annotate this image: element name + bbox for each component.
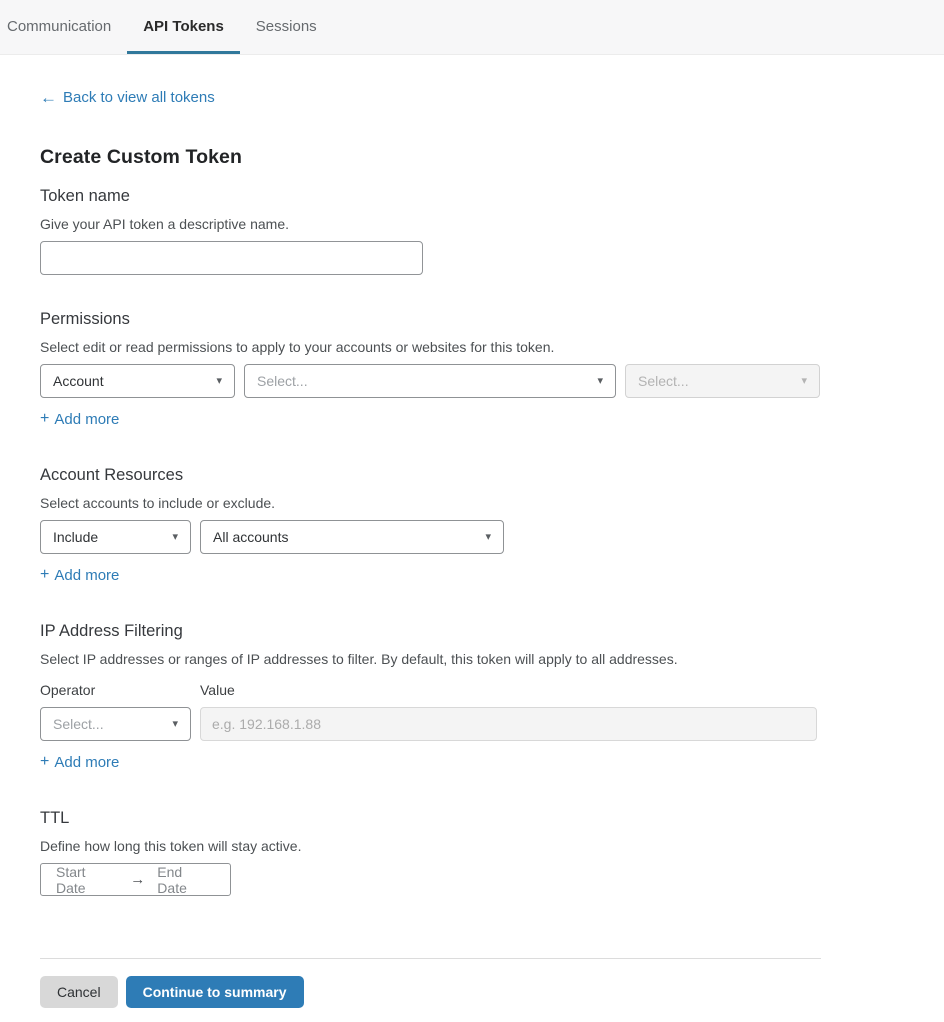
- permission-scope-select[interactable]: [40, 364, 235, 398]
- operator-label: Operator: [40, 682, 96, 698]
- back-link-label: Back to view all tokens: [63, 89, 215, 106]
- tab-sessions[interactable]: Sessions: [255, 18, 317, 35]
- token-name-description: Give your API token a descriptive name.: [40, 216, 290, 232]
- back-link[interactable]: [40, 89, 215, 106]
- access-level-select-placeholder: Select...: [638, 373, 689, 389]
- account-resources-description: Select accounts to include or exclude.: [40, 495, 276, 511]
- ip-filtering-add-more-link[interactable]: [40, 754, 119, 771]
- access-level-select: [625, 364, 820, 398]
- operator-select-placeholder: Select...: [53, 716, 104, 732]
- account-resources-heading: Account Resources: [40, 466, 184, 484]
- chevron-down-icon: ▾: [485, 530, 491, 543]
- token-name-input[interactable]: [40, 241, 423, 275]
- chevron-down-icon: ▾: [172, 717, 178, 730]
- plus-icon: +: [40, 566, 50, 583]
- start-date-placeholder: Start Date: [56, 863, 86, 896]
- end-date-placeholder: End Date: [157, 863, 187, 896]
- account-resources-add-more-label: Add more: [54, 566, 120, 584]
- include-exclude-select-value: Include: [53, 529, 99, 545]
- account-resources-row: [40, 520, 904, 554]
- tab-communication[interactable]: Communication: [7, 18, 112, 35]
- chevron-down-icon: ▾: [172, 530, 178, 543]
- permissions-section: [40, 310, 904, 428]
- value-label: Value: [200, 682, 235, 698]
- operator-select[interactable]: [40, 707, 191, 741]
- arrow-right-icon: →: [130, 871, 146, 888]
- back-arrow-icon: ←: [40, 88, 57, 107]
- ip-filtering-add-more-label: Add more: [54, 753, 120, 771]
- cancel-button[interactable]: Cancel: [40, 976, 118, 1008]
- chevron-down-icon: ▾: [216, 374, 222, 387]
- ip-filtering-row: [40, 667, 904, 741]
- ip-value-input: [200, 707, 817, 741]
- ip-filtering-section: [40, 622, 904, 771]
- permissions-row: [40, 364, 904, 398]
- token-name-section: [40, 187, 904, 275]
- tab-bar: [0, 0, 944, 55]
- accounts-select-value: All accounts: [213, 529, 289, 545]
- token-name-heading: Token name: [40, 187, 130, 205]
- permissions-add-more-link[interactable]: [40, 411, 119, 428]
- ip-filtering-heading: IP Address Filtering: [40, 622, 183, 640]
- permission-scope-select-value: Account: [53, 373, 104, 389]
- permission-group-select[interactable]: [244, 364, 616, 398]
- accounts-select[interactable]: [200, 520, 504, 554]
- permissions-add-more-label: Add more: [54, 410, 120, 428]
- ttl-heading: TTL: [40, 809, 70, 827]
- continue-button[interactable]: Continue to summary: [126, 976, 304, 1008]
- permissions-heading: Permissions: [40, 310, 130, 328]
- ttl-date-range-picker[interactable]: [40, 863, 231, 896]
- include-exclude-select[interactable]: [40, 520, 191, 554]
- page-title: Create Custom Token: [40, 146, 242, 168]
- account-resources-add-more-link[interactable]: [40, 567, 119, 584]
- main-content: [0, 55, 944, 1008]
- footer-divider: [40, 958, 821, 959]
- ttl-description: Define how long this token will stay active.: [40, 838, 302, 854]
- footer-actions: [40, 976, 904, 1008]
- account-resources-section: [40, 466, 904, 584]
- ip-filtering-description: Select IP addresses or ranges of IP addresses to filter. By default, this token will apply to all addresses.: [40, 651, 678, 667]
- chevron-down-icon: ▾: [801, 374, 807, 387]
- plus-icon: +: [40, 410, 50, 427]
- permissions-description: Select edit or read permissions to apply to your accounts or websites for this token.: [40, 339, 555, 355]
- ttl-section: [40, 809, 904, 896]
- permission-group-select-placeholder: Select...: [257, 373, 308, 389]
- plus-icon: +: [40, 753, 50, 770]
- tab-api-tokens[interactable]: API Tokens: [127, 0, 240, 54]
- chevron-down-icon: ▾: [597, 374, 603, 387]
